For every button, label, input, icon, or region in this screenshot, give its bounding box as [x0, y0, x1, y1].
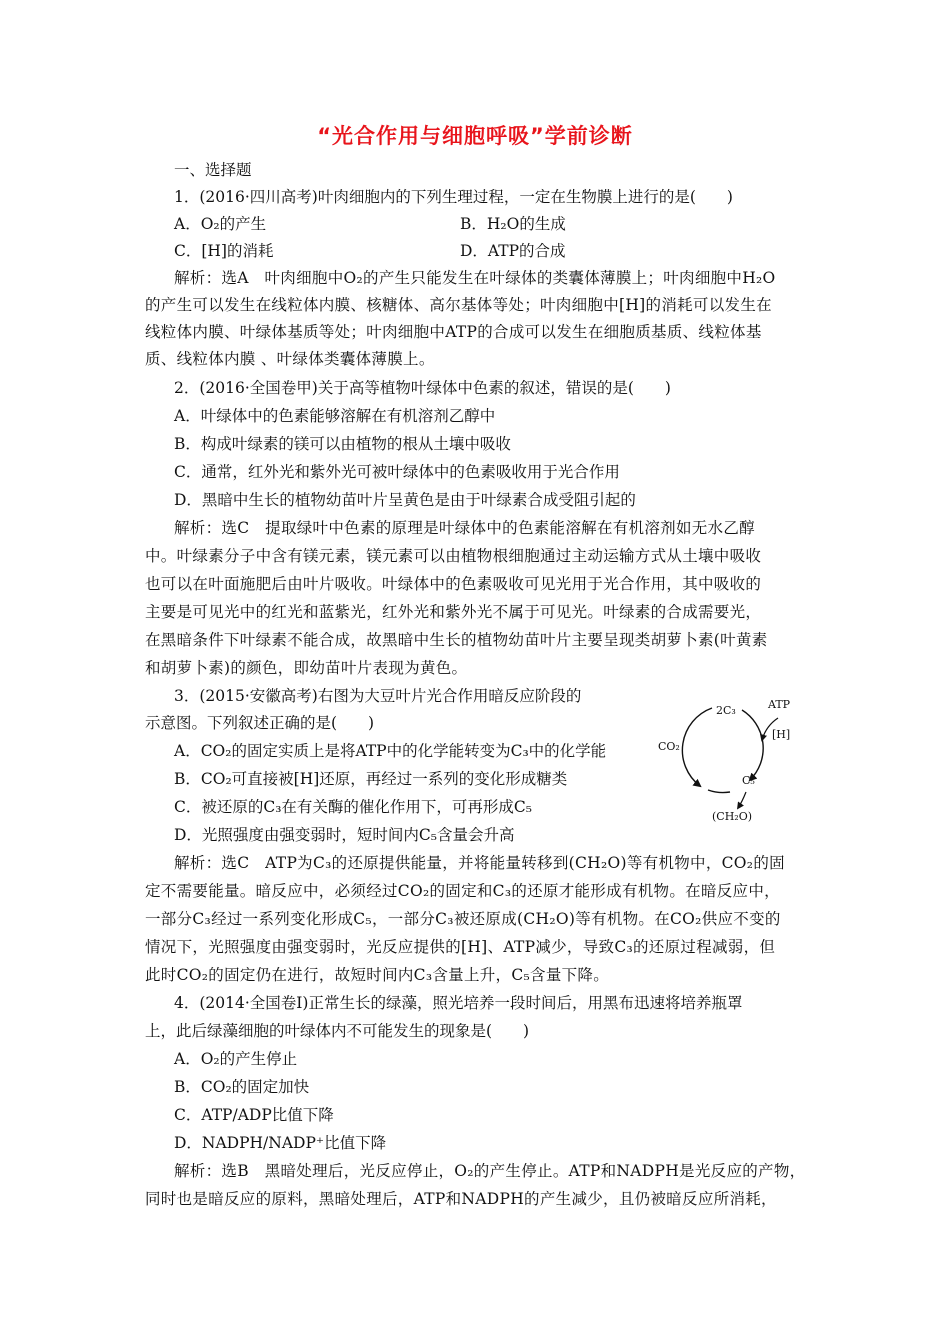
q1-analysis-line: 解析：选A 叶肉细胞中O₂的产生只能发生在叶绿体的类囊体薄膜上；叶肉细胞中H₂O [174, 269, 776, 287]
cycle-arc-right [742, 710, 763, 780]
cycle-arc-left [682, 708, 712, 786]
q2-option-b: B．构成叶绿素的镁可以由植物的根从土壤中吸收 [174, 435, 511, 453]
q2-analysis-line: 解析：选C 提取绿叶中色素的原理是叶绿体中的色素能溶解在有机溶剂如无水乙醇 [174, 519, 755, 537]
q3-stem: 示意图。下列叙述正确的是( ) [145, 714, 375, 732]
q2-option-d: D．黑暗中生长的植物幼苗叶片呈黄色是由于叶绿素合成受阻引起的 [174, 491, 636, 509]
q4-option-d: D．NADPH/NADP⁺比值下降 [174, 1134, 387, 1152]
q4-option-b: B．CO₂的固定加快 [174, 1078, 310, 1096]
q1-analysis-line: 的产生可以发生在线粒体内膜、核糖体、高尔基体等处；叶肉细胞中[H]的消耗可以发生在 [145, 296, 772, 314]
q3-stem: 3．(2015·安徽高考)右图为大豆叶片光合作用暗反应阶段的 [174, 687, 582, 705]
q4-option-a: A．O₂的产生停止 [174, 1050, 298, 1068]
page-title: “光合作用与细胞呼吸”学前诊断 [317, 124, 633, 148]
q2-option-a: A．叶绿体中的色素能够溶解在有机溶剂乙醇中 [174, 407, 496, 425]
q2-analysis-line: 在黑暗条件下叶绿素不能合成，故黑暗中生长的植物幼苗叶片主要呈现类胡萝卜素(叶黄素 [145, 631, 768, 649]
q4-stem: 4．(2014·全国卷Ⅰ)正常生长的绿藻，照光培养一段时间后，用黑布迅速将培养瓶罩 [174, 994, 743, 1012]
q1-analysis-line: 线粒体内膜、叶绿体基质等处；叶肉细胞中ATP的合成可以发生在细胞质基质、线粒体基 [145, 323, 762, 341]
q4-stem: 上，此后绿藻细胞的叶绿体内不可能发生的现象是( ) [145, 1022, 530, 1040]
dark-reaction-cycle-diagram [650, 688, 810, 828]
q4-analysis-line: 同时也是暗反应的原料，黑暗处理后，ATP和NADPH的产生减少，且仍被暗反应所消耗， [145, 1190, 777, 1208]
q3-analysis-line: 此时CO₂的固定仍在进行，故短时间内C₃含量上升，C₅含量下降。 [145, 966, 610, 984]
q1-analysis-line: 质、线粒体内膜 、叶绿体类囊体薄膜上。 [145, 350, 435, 368]
q4-option-c: C．ATP/ADP比值下降 [174, 1106, 334, 1124]
q3-analysis-line: 一部分C₃经过一系列变化形成C₅，一部分C₃被还原成(CH₂O)等有机物。在CO₂供应不变的 [145, 910, 781, 928]
q1-option-a: A．O₂的产生 [174, 215, 267, 233]
q2-stem: 2．(2016·全国卷甲)关于高等植物叶绿体中色素的叙述，错误的是( ) [174, 379, 671, 397]
q2-analysis-line: 主要是可见光中的红光和蓝紫光，红外光和紫外光不属于可见光。叶绿素的合成需要光， [145, 603, 762, 621]
q1-option-d: D．ATP的合成 [460, 242, 566, 260]
q1-stem: 1．(2016·四川高考)叶肉细胞内的下列生理过程，一定在生物膜上进行的是( ) [174, 188, 733, 206]
q2-analysis-line: 也可以在叶面施肥后由叶片吸收。叶绿体中的色素吸收可见光用于光合作用，其中吸收的 [145, 575, 762, 593]
label-ch2o: (CH₂O) [712, 810, 753, 823]
cycle-arc-bottom [708, 790, 730, 793]
label-h: [H] [772, 728, 791, 741]
section-heading: 一、选择题 [174, 161, 252, 179]
label-c5: C₅ [742, 774, 755, 787]
q1-option-c: C．[H]的消耗 [174, 242, 274, 260]
q4-analysis-line: 解析：选B 黑暗处理后，光反应停止，O₂的产生停止。ATP和NADPH是光反应的产物， [174, 1162, 806, 1180]
q2-analysis-line: 和胡萝卜素)的颜色，即幼苗叶片表现为黄色。 [145, 659, 468, 677]
label-co2: CO₂ [658, 740, 680, 753]
q3-analysis-line: 解析：选C ATP为C₃的还原提供能量，并将能量转移到(CH₂O)等有机物中，CO₂的固 [174, 854, 785, 872]
q3-option-a: A．CO₂的固定实质上是将ATP中的化学能转变为C₃中的化学能 [174, 742, 607, 760]
label-2c3: 2C₃ [716, 704, 736, 717]
label-atp: ATP [768, 698, 791, 711]
q3-option-b: B．CO₂可直接被[H]还原，再经过一系列的变化形成糖类 [174, 770, 568, 788]
q2-option-c: C．通常，红外光和紫外光可被叶绿体中的色素吸收用于光合作用 [174, 463, 620, 481]
q2-analysis-line: 中。叶绿素分子中含有镁元素，镁元素可以由植物根细胞通过主动运输方式从土壤中吸收 [145, 547, 762, 565]
q3-analysis-line: 情况下，光照强度由强变弱时，光反应提供的[H]、ATP减少，导致C₃的还原过程减弱，但 [145, 938, 776, 956]
q3-option-c: C．被还原的C₃在有关酶的催化作用下，可再形成C₅ [174, 798, 533, 816]
q3-option-d: D．光照强度由强变弱时，短时间内C₅含量会升高 [174, 826, 515, 844]
q3-analysis-line: 定不需要能量。暗反应中，必须经过CO₂的固定和C₃的还原才能形成有机物。在暗反应中， [145, 882, 780, 900]
ch2o-output-arrow [738, 792, 746, 808]
q1-option-b: B．H₂O的生成 [460, 215, 566, 233]
